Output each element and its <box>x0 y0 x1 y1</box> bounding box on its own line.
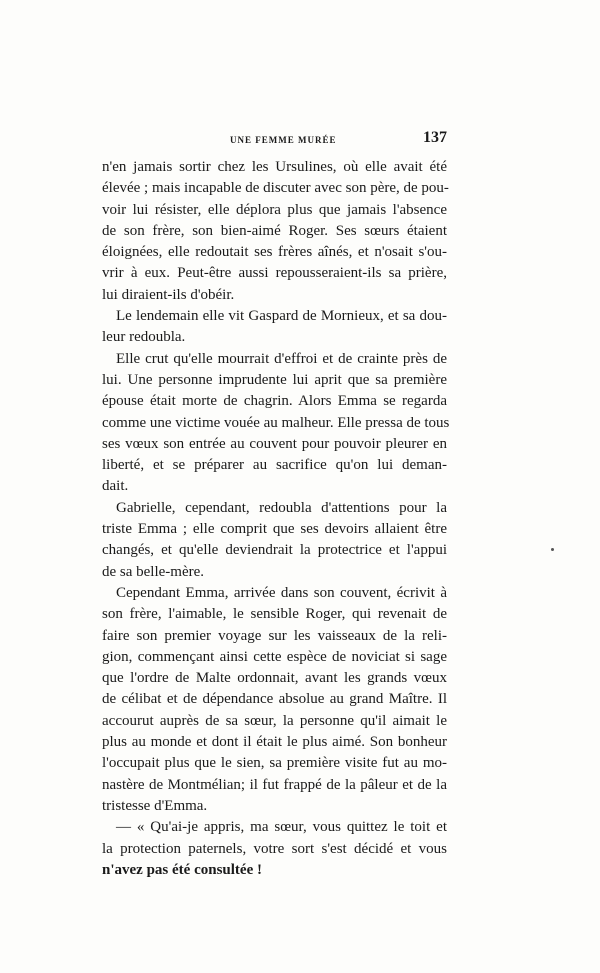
text-line: de sa belle-mère. <box>102 563 205 580</box>
text-line: leur redoubla. <box>102 329 186 346</box>
running-title: UNE FEMME MURÉE <box>230 135 337 145</box>
text-line: voir lui résister, elle déplora plus que jamais l'absence <box>102 201 447 218</box>
text-line: dait. <box>102 478 129 495</box>
text-line: la protection paternels, votre sort s'est décidé et vous <box>102 840 447 857</box>
text-line: que l'ordre de Malte ordonnait, avant les grands vœux <box>102 670 447 687</box>
text-line: Elle crut qu'elle mourrait d'effroi et de crainte près de <box>116 350 447 367</box>
text-line: triste Emma ; elle comprit que ses devoirs allaient être <box>102 521 447 538</box>
text-line: changés, et qu'elle deviendrait la protectrice et l'appui <box>102 542 447 559</box>
text-line: l'occupait plus que le sien, sa première visite fut au mo- <box>102 755 447 772</box>
text-line: son frère, l'aimable, le sensible Roger, qui revenait de <box>102 606 447 623</box>
text-line: lui. Une personne imprudente lui aprit que sa première <box>102 371 447 388</box>
page-number: 137 <box>423 129 447 146</box>
text-line: n'avez pas été consultée ! <box>102 861 262 878</box>
text-line: — « Qu'ai-je appris, ma sœur, vous quittez le toit et <box>116 819 447 836</box>
text-line: n'en jamais sortir chez les Ursulines, où elle avait été <box>102 159 447 175</box>
text-line: éloignées, elle redoutait ses frères aînés, et n'osait s'ou- <box>102 244 447 261</box>
page-header <box>102 129 447 149</box>
text-line: lui diraient-ils d'obéir. <box>102 286 235 303</box>
text-line: de son frère, son bien-aimé Roger. Ses sœurs étaient <box>102 222 447 239</box>
text-line: nastère de Montmélian; il fut frappé de la pâleur et de la <box>102 776 447 793</box>
text-line: comme une victime vouée au malheur. Elle pressa de tous <box>102 414 450 431</box>
text-line: accourut auprès de sa sœur, la personne qu'il aimait le <box>102 712 447 729</box>
text-line: vrir à eux. Peut-être aussi repousseraient-ils sa prière, <box>102 265 447 282</box>
text-line: Le lendemain elle vit Gaspard de Mornieux, et sa dou- <box>116 308 447 325</box>
text-line: élevée ; mais incapable de discuter avec son père, de pou- <box>102 180 449 197</box>
text-line: épouse était morte de chagrin. Alors Emma se regarda <box>102 393 447 410</box>
text-line: tristesse d'Emma. <box>102 797 208 814</box>
text-line: liberté, et se préparer au sacrifice qu'on lui deman- <box>102 457 447 474</box>
text-line: plus au monde et dont il était le plus aimé. Son bonheur <box>102 734 447 751</box>
text-line: gion, commençant ainsi cette espèce de noviciat si sage <box>102 648 447 665</box>
text-line: Cependant Emma, arrivée dans son couvent, écrivit à <box>116 584 447 601</box>
text-line: faire son premier voyage sur les vaisseaux de la reli- <box>102 627 447 644</box>
text-line: ses vœux son entrée au couvent pour pouvoir pleurer en <box>102 435 447 452</box>
ink-speck <box>551 548 554 551</box>
body-text <box>102 157 450 881</box>
text-line: Gabrielle, cependant, redoubla d'attentions pour la <box>116 499 447 516</box>
text-line: de célibat et de dépendance absolue au grand Maître. Il <box>102 691 447 708</box>
